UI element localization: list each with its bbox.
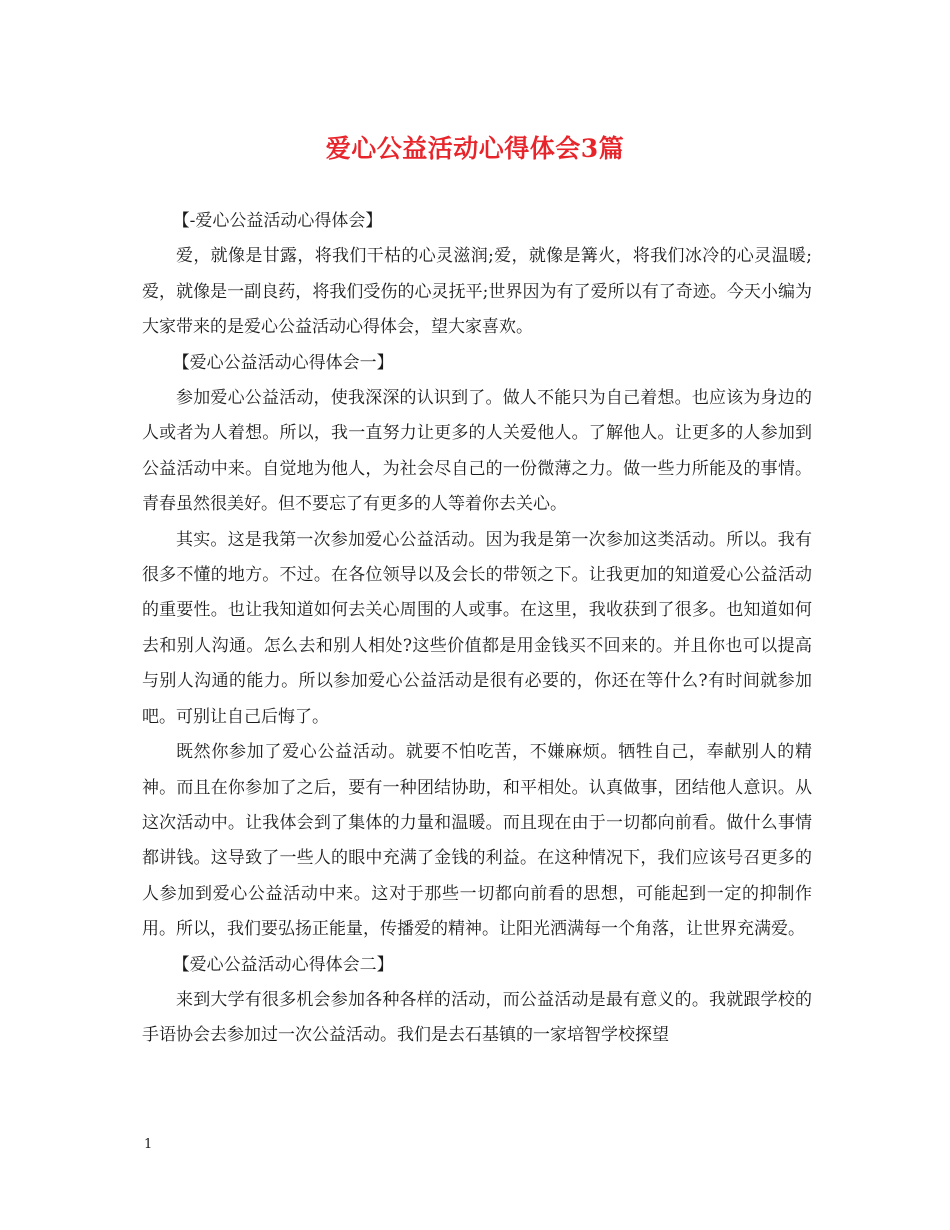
paragraph: 参加爱心公益活动，使我深深的认识到了。做人不能只为自己着想。也应该为身边的人或者为人着想。所以，我一直努力让更多的人关爱他人。了解他人。让更多的人参加到公益活动中来。自觉地为他人，为社会尽自己的一份微薄之力。做一些力所能及的事情。青春虽然很美好。但不要忘了有更多的人等着你去关心。 [142, 388, 812, 515]
paragraph: 其实。这是我第一次参加爱心公益活动。因为我是第一次参加这类活动。所以。我有很多不懂的地方。不过。在各位领导以及会长的带领之下。让我更加的知道爱心公益活动的重要性。也让我知道如何去关心周围的人或事。在这里，我收获到了很多。也知道如何去和别人沟通。怎么去和别人相处?这些价值都是用金钱买不回来的。并且你也可以提高与别人沟通的能力。所以参加爱心公益活动是很有必要的，你还在等什么?有时间就参加吧。可别让自己后悔了。 [142, 529, 812, 727]
paragraph: 既然你参加了爱心公益活动。就要不怕吃苦，不嫌麻烦。牺牲自己，奉献别人的精神。而且在你参加了之后，要有一种团结协助，和平相处。认真做事，团结他人意识。从这次活动中。让我体会到了集体的力量和温暖。而且现在由于一切都向前看。做什么事情都讲钱。这导致了一些人的眼中充满了金钱的利益。在这种情况下，我们应该号召更多的人参加到爱心公益活动中来。这对于那些一切都向前看的思想，可能起到一定的抑制作用。所以，我们要弘扬正能量，传播爱的精神。让阳光洒满每一个角落，让世界充满爱。 [142, 742, 812, 940]
paragraph-intro: 爱，就像是甘露，将我们干枯的心灵滋润;爱，就像是篝火，将我们冰冷的心灵温暖; 爱，就像是一副良药，将我们受伤的心灵抚平;世界因为有了爱所以有了奇迹。今天小编为大家带来的是爱心公益活动心得体会，望大家喜欢。 [142, 246, 835, 338]
document-title: 爱心公益活动心得体会3篇 [325, 134, 625, 163]
section-heading-one: 【爱心公益活动心得体会一】 [172, 352, 394, 373]
section-heading-two: 【爱心公益活动心得体会二】 [172, 954, 394, 975]
page-number: 1 [144, 1137, 153, 1152]
document-body [142, 204, 835, 1054]
section-heading-intro: 【-爱心公益活动心得体会】 [172, 211, 383, 231]
paragraph: 来到大学有很多机会参加各种各样的活动，而公益活动是最有意义的。我就跟学校的手语协会去参加过一次公益活动。我们是去石基镇的一家培智学校探望 [142, 989, 812, 1046]
